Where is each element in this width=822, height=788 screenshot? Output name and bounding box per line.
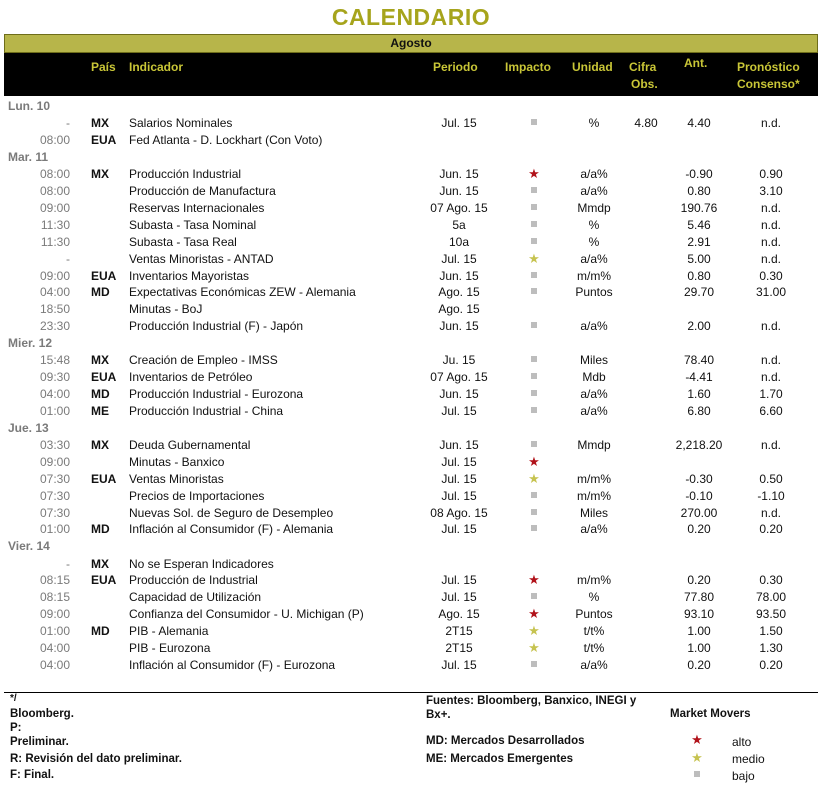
pronostico-cell: 1.70: [759, 387, 783, 402]
impacto-bajo-square-icon: [508, 488, 560, 505]
ant-cell: 78.40: [683, 353, 715, 368]
footnote-final: F: Final.: [10, 769, 55, 781]
unidad-cell: %: [588, 116, 600, 131]
pronostico-cell: 0.30: [759, 573, 783, 588]
periodo-cell: 2T15: [445, 640, 473, 655]
footnote-bloomberg: Bloomberg.: [10, 708, 74, 720]
periodo-cell: Jul. 15: [441, 471, 477, 486]
indicador-cell: Salarios Nominales: [129, 116, 233, 131]
table-row: [4, 301, 818, 318]
table-row: [4, 166, 818, 183]
impacto-medio-star-icon: [508, 640, 560, 657]
ant-cell: 6.80: [687, 403, 711, 418]
hora-cell: 09:30: [39, 370, 70, 385]
indicador-cell: Inflación al Consumidor (F) - Eurozona: [129, 657, 336, 672]
square-icon: [531, 593, 537, 599]
pronostico-cell: n.d.: [760, 200, 781, 215]
periodo-cell: Ago. 15: [438, 607, 480, 622]
periodo-cell: Jul. 15: [441, 657, 477, 672]
indicador-cell: Capacidad de Utilización: [129, 590, 262, 605]
impacto-alto-star-icon: [508, 606, 560, 623]
periodo-cell: Jul. 15: [441, 522, 477, 537]
periodo-cell: Jul. 15: [441, 488, 477, 503]
ant-cell: -0.90: [685, 167, 713, 182]
square-icon: [531, 187, 537, 193]
unidad-cell: m/m%: [577, 471, 611, 486]
unidad-cell: Miles: [579, 353, 608, 368]
ant-cell: 5.46: [687, 217, 711, 232]
table-row: [4, 488, 818, 505]
pronostico-cell: n.d.: [760, 217, 781, 232]
ant-cell: 93.10: [683, 607, 715, 622]
square-icon: [531, 119, 537, 125]
indicador-cell: Expectativas Económicas ZEW - Alemania: [129, 285, 356, 300]
star-icon: ★: [528, 572, 540, 588]
footer-fuentes-bx: Bx+.: [426, 709, 451, 721]
ant-cell: 0.80: [687, 268, 711, 283]
hora-cell: 04:00: [39, 285, 70, 300]
square-icon: [531, 288, 537, 294]
star-icon: ★: [528, 623, 540, 639]
indicador-cell: Nuevas Sol. de Seguro de Desempleo: [129, 505, 334, 520]
table-row: [4, 589, 818, 606]
square-icon: [531, 373, 537, 379]
header-cifra-obs: Obs.: [631, 77, 658, 91]
unidad-cell: Puntos: [575, 607, 613, 622]
square-icon: [531, 525, 537, 531]
ant-cell: 270.00: [680, 505, 718, 520]
pais-cell: MD: [91, 387, 110, 402]
hora-cell: 09:00: [39, 200, 70, 215]
hora-cell: 07:30: [39, 471, 70, 486]
indicador-cell: Producción Industrial - China: [129, 403, 284, 418]
ant-cell: 0.20: [687, 573, 711, 588]
ant-cell: 0.20: [687, 522, 711, 537]
header-impacto: Impacto: [505, 60, 552, 74]
unidad-cell: Miles: [579, 505, 608, 520]
table-row: [4, 505, 818, 522]
pronostico-cell: n.d.: [760, 234, 781, 249]
table-row: [4, 471, 818, 488]
table-row: [4, 352, 818, 369]
table-row: [4, 623, 818, 640]
hora-cell: -: [66, 556, 70, 571]
square-icon: [531, 509, 537, 515]
indicador-cell: Creación de Empleo - IMSS: [129, 353, 278, 368]
ant-cell: -0.10: [685, 488, 713, 503]
ant-cell: -0.30: [685, 471, 713, 486]
pais-cell: MX: [91, 438, 109, 452]
footer-md: MD: Mercados Desarrollados: [426, 735, 585, 747]
square-icon: [531, 492, 537, 498]
periodo-cell: Jul. 15: [441, 573, 477, 588]
impacto-bajo-square-icon: [508, 115, 560, 132]
day-label: Jue. 13: [8, 420, 49, 435]
impacto-bajo-square-icon: [508, 318, 560, 335]
unidad-cell: Mdb: [582, 370, 606, 385]
pronostico-cell: n.d.: [760, 319, 781, 334]
footnote-preliminar: Preliminar.: [10, 736, 69, 748]
header-unidad: Unidad: [572, 60, 613, 74]
table-row: [4, 251, 818, 268]
periodo-cell: Ago. 15: [438, 285, 480, 300]
ant-cell: 1.00: [687, 640, 711, 655]
pronostico-cell: n.d.: [760, 505, 781, 520]
unidad-cell: a/a%: [580, 184, 608, 199]
unidad-cell: t/t%: [583, 624, 605, 639]
unidad-cell: a/a%: [580, 657, 608, 672]
impacto-bajo-square-icon: [508, 403, 560, 420]
day-row: [4, 149, 818, 166]
periodo-cell: 07 Ago. 15: [430, 370, 488, 385]
header-indicador: Indicador: [129, 60, 184, 74]
table-row: [4, 403, 818, 420]
indicador-cell: Precios de Importaciones: [129, 488, 265, 503]
pais-cell: MX: [91, 167, 109, 182]
month-bar: Agosto: [4, 34, 818, 53]
footer-divider: [4, 692, 818, 693]
hora-cell: 04:00: [39, 640, 70, 655]
unidad-cell: Mmdp: [577, 438, 611, 452]
footnote-revision: R: Revisión del dato preliminar.: [10, 753, 182, 765]
periodo-cell: Jun. 15: [439, 184, 479, 199]
hora-cell: 23:30: [39, 319, 70, 334]
legend-medio-label: medio: [732, 752, 765, 766]
periodo-cell: Jul. 15: [441, 116, 477, 131]
square-icon: [531, 221, 537, 227]
pronostico-cell: 78.00: [755, 590, 787, 605]
pronostico-cell: 0.20: [759, 522, 783, 537]
ant-cell: 29.70: [683, 285, 715, 300]
square-icon: [531, 322, 537, 328]
pronostico-cell: -1.10: [757, 488, 785, 503]
pronostico-cell: 0.90: [759, 167, 783, 182]
hora-cell: 04:00: [39, 657, 70, 672]
square-icon: [531, 204, 537, 210]
star-icon: ★: [528, 250, 540, 266]
table-row: [4, 437, 818, 454]
square-icon: [531, 272, 537, 278]
hora-cell: 08:15: [39, 573, 70, 588]
indicador-cell: Reservas Internacionales: [129, 200, 265, 215]
hora-cell: 01:00: [39, 624, 70, 639]
ant-cell: 77.80: [683, 590, 715, 605]
footer-me: ME: Mercados Emergentes: [426, 753, 573, 765]
hora-cell: 15:48: [39, 353, 70, 368]
unidad-cell: m/m%: [577, 268, 611, 283]
hora-cell: 08:00: [39, 133, 70, 148]
legend-bajo-icon: [687, 766, 707, 784]
pronostico-cell: n.d.: [760, 116, 781, 131]
pronostico-cell: 3.10: [759, 184, 783, 199]
square-icon: [531, 441, 537, 447]
indicador-cell: Inventarios de Petróleo: [129, 370, 253, 385]
impacto-bajo-square-icon: [508, 183, 560, 200]
impacto-bajo-square-icon: [508, 268, 560, 285]
star-icon: ★: [528, 453, 540, 469]
impacto-bajo-square-icon: [508, 217, 560, 234]
hora-cell: 18:50: [39, 302, 70, 317]
ant-cell: 5.00: [687, 251, 711, 266]
page-title: CALENDARIO: [331, 4, 491, 30]
indicador-cell: PIB - Alemania: [129, 624, 209, 639]
indicador-cell: Deuda Gubernamental: [129, 438, 251, 452]
pronostico-cell: 93.50: [755, 607, 787, 622]
pais-cell: EUA: [91, 133, 117, 148]
square-icon: [531, 356, 537, 362]
impacto-medio-star-icon: [508, 471, 560, 488]
indicador-cell: Producción de Manufactura: [129, 184, 276, 199]
footnote-p: P:: [10, 722, 22, 734]
market-movers-title: Market Movers: [670, 708, 751, 720]
unidad-cell: %: [588, 234, 600, 249]
legend-medio-icon: ★: [691, 750, 703, 765]
indicador-cell: Ventas Minoristas - ANTAD: [129, 251, 274, 266]
table-row: [4, 454, 818, 471]
header-pais: País: [91, 60, 116, 74]
hora-cell: 09:00: [39, 268, 70, 283]
hora-cell: 03:30: [39, 438, 70, 452]
table-header: [4, 53, 818, 96]
table-row: [4, 572, 818, 589]
impacto-medio-star-icon: [508, 623, 560, 640]
star-icon: ★: [528, 470, 540, 486]
pais-cell: MD: [91, 285, 110, 300]
periodo-cell: 5a: [452, 217, 466, 232]
header-cifra: Cifra: [629, 60, 657, 74]
unidad-cell: Mmdp: [577, 200, 611, 215]
ant-cell: -4.41: [685, 370, 713, 385]
pronostico-cell: 1.30: [759, 640, 783, 655]
pronostico-cell: n.d.: [760, 370, 781, 385]
hora-cell: 04:00: [39, 387, 70, 402]
unidad-cell: m/m%: [577, 488, 611, 503]
indicador-cell: Subasta - Tasa Real: [129, 234, 237, 249]
indicador-cell: Inflación al Consumidor (F) - Alemania: [129, 522, 334, 537]
periodo-cell: Jun. 15: [439, 387, 479, 402]
impacto-bajo-square-icon: [508, 437, 560, 454]
impacto-bajo-square-icon: [508, 200, 560, 217]
hora-cell: 09:00: [39, 607, 70, 622]
star-icon: ★: [528, 639, 540, 655]
table-row: [4, 217, 818, 234]
header-ant: Ant.: [684, 56, 708, 70]
hora-cell: 07:30: [39, 505, 70, 520]
impacto-alto-star-icon: [508, 572, 560, 589]
pronostico-cell: 6.60: [759, 403, 783, 418]
star-icon: ★: [528, 606, 540, 622]
unidad-cell: a/a%: [580, 251, 608, 266]
hora-cell: -: [66, 251, 70, 266]
day-row: [4, 98, 818, 115]
table-row: [4, 521, 818, 538]
indicador-cell: Inventarios Mayoristas: [129, 268, 250, 283]
footer-fuentes: Fuentes: Bloomberg, Banxico, INEGI y: [426, 695, 637, 707]
pronostico-cell: n.d.: [760, 251, 781, 266]
pais-cell: MX: [91, 353, 109, 368]
indicador-cell: Producción Industrial: [129, 167, 242, 182]
table-row: [4, 268, 818, 285]
ant-cell: 1.60: [687, 387, 711, 402]
pronostico-cell: 1.50: [759, 624, 783, 639]
day-row: [4, 420, 818, 437]
periodo-cell: Jun. 15: [439, 167, 479, 182]
table-row: [4, 657, 818, 674]
unidad-cell: a/a%: [580, 387, 608, 402]
unidad-cell: %: [588, 217, 600, 232]
pais-cell: EUA: [91, 573, 117, 588]
impacto-bajo-square-icon: [508, 386, 560, 403]
table-row: [4, 606, 818, 623]
impacto-bajo-square-icon: [508, 369, 560, 386]
periodo-cell: Jul. 15: [441, 403, 477, 418]
table-row: [4, 132, 818, 149]
pronostico-cell: n.d.: [760, 353, 781, 368]
indicador-cell: Ventas Minoristas: [129, 471, 224, 486]
table-row: [4, 200, 818, 217]
hora-cell: 08:15: [39, 590, 70, 605]
impacto-bajo-square-icon: [508, 505, 560, 522]
periodo-cell: 2T15: [445, 624, 473, 639]
hora-cell: 01:00: [39, 403, 70, 418]
day-label: Mier. 12: [8, 336, 53, 351]
periodo-cell: Jun. 15: [439, 268, 479, 283]
ant-cell: 190.76: [680, 200, 718, 215]
table-row: [4, 183, 818, 200]
periodo-cell: Ago. 15: [438, 302, 480, 317]
ant-cell: 2.91: [687, 234, 711, 249]
indicador-cell: PIB - Eurozona: [129, 640, 211, 655]
periodo-cell: 07 Ago. 15: [430, 200, 488, 215]
hora-cell: 01:00: [39, 522, 70, 537]
legend-alto-icon: ★: [691, 732, 703, 747]
ant-cell: 0.80: [687, 184, 711, 199]
indicador-cell: Minutas - Banxico: [129, 454, 225, 469]
indicador-cell: Fed Atlanta - D. Lockhart (Con Voto): [129, 133, 323, 148]
unidad-cell: m/m%: [577, 573, 611, 588]
unidad-cell: Puntos: [575, 285, 613, 300]
table-row: [4, 369, 818, 386]
periodo-cell: Jul. 15: [441, 590, 477, 605]
legend-alto-label: alto: [732, 735, 752, 749]
square-icon: [531, 390, 537, 396]
ant-cell: 2.00: [687, 319, 711, 334]
pronostico-cell: 31.00: [755, 285, 787, 300]
periodo-cell: Jun. 15: [439, 438, 479, 452]
impacto-bajo-square-icon: [508, 657, 560, 674]
impacto-alto-star-icon: [508, 166, 560, 183]
unidad-cell: t/t%: [583, 640, 605, 655]
pais-cell: MD: [91, 522, 110, 537]
indicador-cell: Confianza del Consumidor - U. Michigan (P): [129, 607, 364, 622]
square-icon: [531, 661, 537, 667]
pais-cell: EUA: [91, 370, 117, 385]
table-row: [4, 640, 818, 657]
ant-cell: 0.20: [687, 657, 711, 672]
unidad-cell: a/a%: [580, 403, 608, 418]
impacto-bajo-square-icon: [508, 234, 560, 251]
indicador-cell: No se Esperan Indicadores: [129, 556, 274, 571]
table-row: [4, 318, 818, 335]
header-periodo: Periodo: [433, 60, 478, 74]
ant-cell: 1.00: [687, 624, 711, 639]
periodo-cell: Ju. 15: [442, 353, 476, 368]
pais-cell: EUA: [91, 471, 117, 486]
impacto-bajo-square-icon: [508, 352, 560, 369]
day-label: Vier. 14: [8, 539, 50, 554]
square-icon: [531, 238, 537, 244]
pronostico-cell: 0.50: [759, 471, 783, 486]
impacto-bajo-square-icon: [508, 284, 560, 301]
day-row: [4, 538, 818, 555]
pais-cell: EUA: [91, 268, 117, 283]
unidad-cell: a/a%: [580, 522, 608, 537]
pais-cell: MX: [91, 556, 109, 571]
legend-bajo-label: bajo: [732, 769, 755, 783]
pronostico-cell: 0.30: [759, 268, 783, 283]
indicador-cell: Minutas - BoJ: [129, 302, 203, 317]
table-row: [4, 284, 818, 301]
pais-cell: MD: [91, 624, 110, 639]
pais-cell: MX: [91, 116, 109, 131]
hora-cell: -: [66, 116, 70, 131]
periodo-cell: 10a: [448, 234, 470, 249]
unidad-cell: a/a%: [580, 319, 608, 334]
square-icon: [531, 407, 537, 413]
star-icon: ★: [528, 166, 540, 182]
hora-cell: 11:30: [40, 217, 70, 232]
indicador-cell: Producción Industrial (F) - Japón: [129, 319, 304, 334]
impacto-bajo-square-icon: [508, 589, 560, 606]
table-row: [4, 386, 818, 403]
hora-cell: 08:00: [39, 184, 70, 199]
periodo-cell: Jun. 15: [439, 319, 479, 334]
table-row: [4, 556, 818, 573]
indicador-cell: Producción de Industrial: [129, 573, 258, 588]
pronostico-cell: 0.20: [759, 657, 783, 672]
periodo-cell: Jul. 15: [441, 251, 477, 266]
pais-cell: ME: [91, 403, 109, 418]
header-pronostico: Pronóstico: [737, 60, 800, 74]
calendar-rows: [4, 98, 818, 674]
day-label: Mar. 11: [8, 149, 49, 164]
table-row: [4, 115, 818, 132]
hora-cell: 11:30: [40, 234, 70, 249]
pronostico-cell: n.d.: [760, 438, 781, 452]
cifra-cell: 4.80: [634, 116, 658, 131]
day-row: [4, 335, 818, 352]
impacto-alto-star-icon: [508, 454, 560, 471]
unidad-cell: %: [588, 590, 600, 605]
indicador-cell: Producción Industrial - Eurozona: [129, 387, 304, 402]
hora-cell: 07:30: [39, 488, 70, 503]
periodo-cell: 08 Ago. 15: [430, 505, 488, 520]
impacto-medio-star-icon: [508, 251, 560, 268]
hora-cell: 08:00: [39, 167, 70, 182]
ant-cell: 4.40: [687, 116, 711, 131]
day-label: Lun. 10: [8, 99, 51, 113]
table-row: [4, 234, 818, 251]
impacto-bajo-square-icon: [508, 521, 560, 538]
ant-cell: 2,218.20: [675, 438, 723, 452]
unidad-cell: a/a%: [580, 167, 608, 182]
hora-cell: 09:00: [39, 454, 70, 469]
indicador-cell: Subasta - Tasa Nominal: [129, 217, 257, 232]
footnote-marker: */: [10, 693, 17, 704]
header-consenso: Consenso*: [737, 77, 800, 91]
periodo-cell: Jul. 15: [441, 454, 477, 469]
